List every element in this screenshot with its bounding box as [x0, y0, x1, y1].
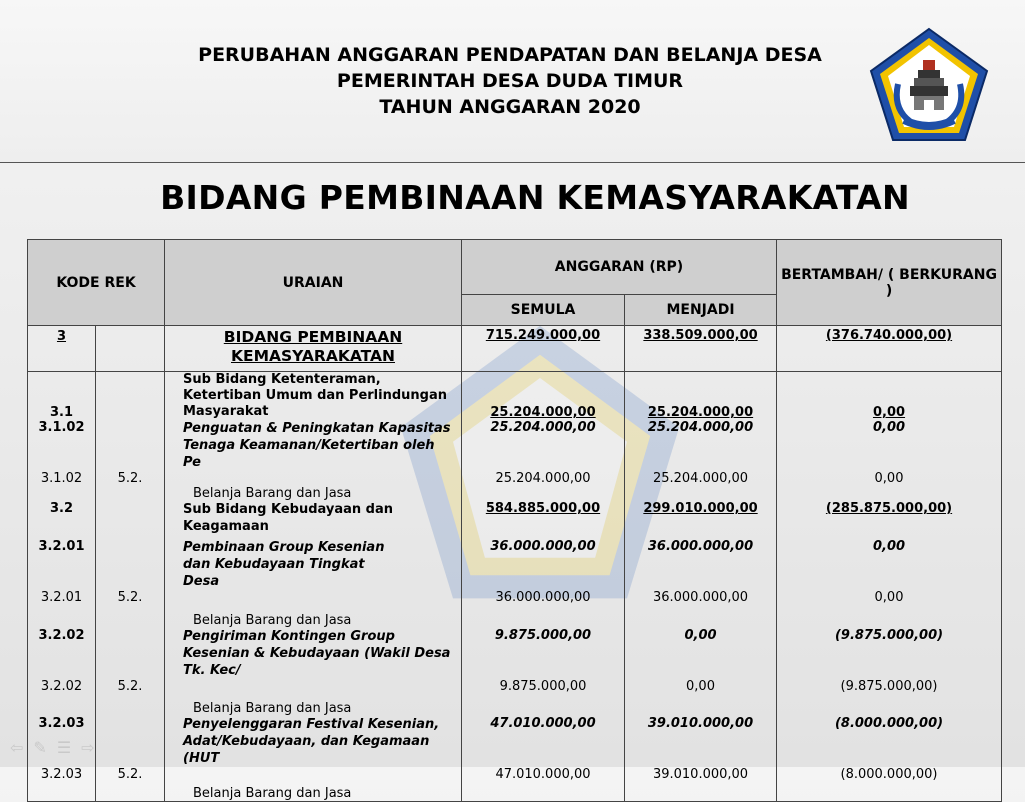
- uraian-cell: Belanja Barang dan Jasa: [165, 590, 462, 628]
- table-row: [28, 628, 1002, 679]
- header-line-2: PEMERINTAH DESA DUDA TIMUR: [336, 70, 684, 92]
- menjadi-cell: 25.204.000,00: [625, 471, 777, 501]
- semula-cell: 25.204.000,00: [462, 420, 625, 471]
- table-row: [28, 716, 1002, 767]
- budget-table: [27, 239, 1002, 802]
- kode-cell: 3.2.02: [28, 628, 96, 679]
- menjadi-cell: 0,00: [625, 628, 777, 679]
- kode-cell: 3.2.03: [28, 767, 96, 801]
- semula-cell: 25.204.000,00: [462, 471, 625, 501]
- menjadi-cell: 25.204.000,00: [625, 420, 777, 471]
- semula-cell: 715.249.000,00: [462, 326, 625, 372]
- kode-cell: 3.2.03: [28, 716, 96, 767]
- kode-cell: 3.2.01: [28, 590, 96, 628]
- selisih-cell: 0,00: [777, 471, 1002, 501]
- bali-regency-emblem-icon: [868, 26, 990, 144]
- uraian-cell: Pembinaan Group Kesenian dan Kebudayaan Tingkat Desa: [165, 539, 462, 590]
- akun-cell: 5.2.: [96, 679, 165, 716]
- header-uraian: URAIAN: [165, 240, 462, 326]
- menjadi-cell: 0,00: [625, 679, 777, 716]
- slideshow-nav: [10, 738, 105, 757]
- selisih-cell: (376.740.000,00): [777, 326, 1002, 372]
- menjadi-cell: 36.000.000,00: [625, 590, 777, 628]
- selisih-cell: (8.000.000,00): [777, 767, 1002, 801]
- table-row: [28, 501, 1002, 539]
- kode-cell: 3.1: [28, 372, 96, 421]
- selisih-cell: (9.875.000,00): [777, 628, 1002, 679]
- kode-cell: 3.1.02: [28, 420, 96, 471]
- menjadi-cell: 39.010.000,00: [625, 767, 777, 801]
- header-title-block: [180, 42, 840, 120]
- uraian-cell: Pengiriman Kontingen Group Kesenian & Kebudayaan (Wakil Desa Tk. Kec/: [165, 628, 462, 679]
- semula-cell: 9.875.000,00: [462, 679, 625, 716]
- table-row: [28, 372, 1002, 421]
- table-row: [28, 326, 1002, 372]
- header-kode-rek: KODE REK: [28, 240, 165, 326]
- semula-cell: 25.204.000,00: [462, 372, 625, 421]
- pen-icon[interactable]: ✎: [33, 738, 57, 757]
- akun-cell: [96, 420, 165, 471]
- menjadi-cell: 299.010.000,00: [625, 501, 777, 539]
- menjadi-cell: 338.509.000,00: [625, 326, 777, 372]
- header-bertambah-berkurang: BERTAMBAH/ ( BERKURANG ): [777, 240, 1002, 326]
- menu-icon[interactable]: ☰: [56, 738, 82, 757]
- akun-cell: [96, 372, 165, 421]
- menjadi-cell: 39.010.000,00: [625, 716, 777, 767]
- selisih-cell: 0,00: [777, 372, 1002, 421]
- akun-cell: 5.2.: [96, 471, 165, 501]
- table-row: [28, 767, 1002, 801]
- uraian-cell: Penguatan & Peningkatan Kapasitas Tenaga Keamanan/Ketertiban oleh Pe: [165, 420, 462, 471]
- table-row: [28, 679, 1002, 716]
- menjadi-cell: 36.000.000,00: [625, 539, 777, 590]
- selisih-cell: (285.875.000,00): [777, 501, 1002, 539]
- uraian-cell: Sub Bidang Ketenteraman, Ketertiban Umum dan Perlindungan Masyarakat: [165, 372, 462, 421]
- akun-cell: [96, 716, 165, 767]
- table-row: [28, 420, 1002, 471]
- kode-cell: 3.1.02: [28, 471, 96, 501]
- selisih-cell: 0,00: [777, 590, 1002, 628]
- akun-cell: [96, 326, 165, 372]
- slide-header: [0, 0, 1025, 163]
- header-line-1: PERUBAHAN ANGGARAN PENDAPATAN DAN BELANJA DESA: [198, 44, 822, 66]
- uraian-cell: Belanja Barang dan Jasa: [165, 679, 462, 716]
- semula-cell: 36.000.000,00: [462, 590, 625, 628]
- table-row: [28, 590, 1002, 628]
- table-header-row: [28, 240, 1002, 295]
- selisih-cell: 0,00: [777, 539, 1002, 590]
- header-menjadi: MENJADI: [625, 295, 777, 326]
- kode-cell: 3.2.01: [28, 539, 96, 590]
- akun-cell: 5.2.: [96, 767, 165, 801]
- kode-cell: 3.2: [28, 501, 96, 539]
- prev-arrow-icon[interactable]: ⇦: [10, 738, 34, 757]
- uraian-cell: Sub Bidang Kebudayaan dan Keagamaan: [165, 501, 462, 539]
- semula-cell: 47.010.000,00: [462, 767, 625, 801]
- header-line-3: TAHUN ANGGARAN 2020: [379, 96, 641, 118]
- akun-cell: [96, 501, 165, 539]
- table-row: [28, 471, 1002, 501]
- kode-cell: 3: [28, 326, 96, 372]
- kode-cell: 3.2.02: [28, 679, 96, 716]
- uraian-cell: Belanja Barang dan Jasa: [165, 471, 462, 501]
- menjadi-cell: 25.204.000,00: [625, 372, 777, 421]
- uraian-cell: Penyelenggaran Festival Kesenian, Adat/Kebudayaan, dan Kegamaan (HUT: [165, 716, 462, 767]
- next-arrow-icon[interactable]: ⇨: [81, 738, 105, 757]
- akun-cell: [96, 539, 165, 590]
- selisih-cell: 0,00: [777, 420, 1002, 471]
- akun-cell: 5.2.: [96, 590, 165, 628]
- uraian-cell: Belanja Barang dan Jasa: [165, 767, 462, 801]
- uraian-cell: BIDANG PEMBINAAN KEMASYARAKATAN: [165, 326, 462, 372]
- semula-cell: 36.000.000,00: [462, 539, 625, 590]
- section-title: BIDANG PEMBINAAN KEMASYARAKATAN: [160, 178, 910, 217]
- header-semula: SEMULA: [462, 295, 625, 326]
- semula-cell: 584.885.000,00: [462, 501, 625, 539]
- selisih-cell: (9.875.000,00): [777, 679, 1002, 716]
- header-anggaran: ANGGARAN (RP): [462, 240, 777, 295]
- semula-cell: 47.010.000,00: [462, 716, 625, 767]
- semula-cell: 9.875.000,00: [462, 628, 625, 679]
- selisih-cell: (8.000.000,00): [777, 716, 1002, 767]
- table-row: [28, 539, 1002, 590]
- akun-cell: [96, 628, 165, 679]
